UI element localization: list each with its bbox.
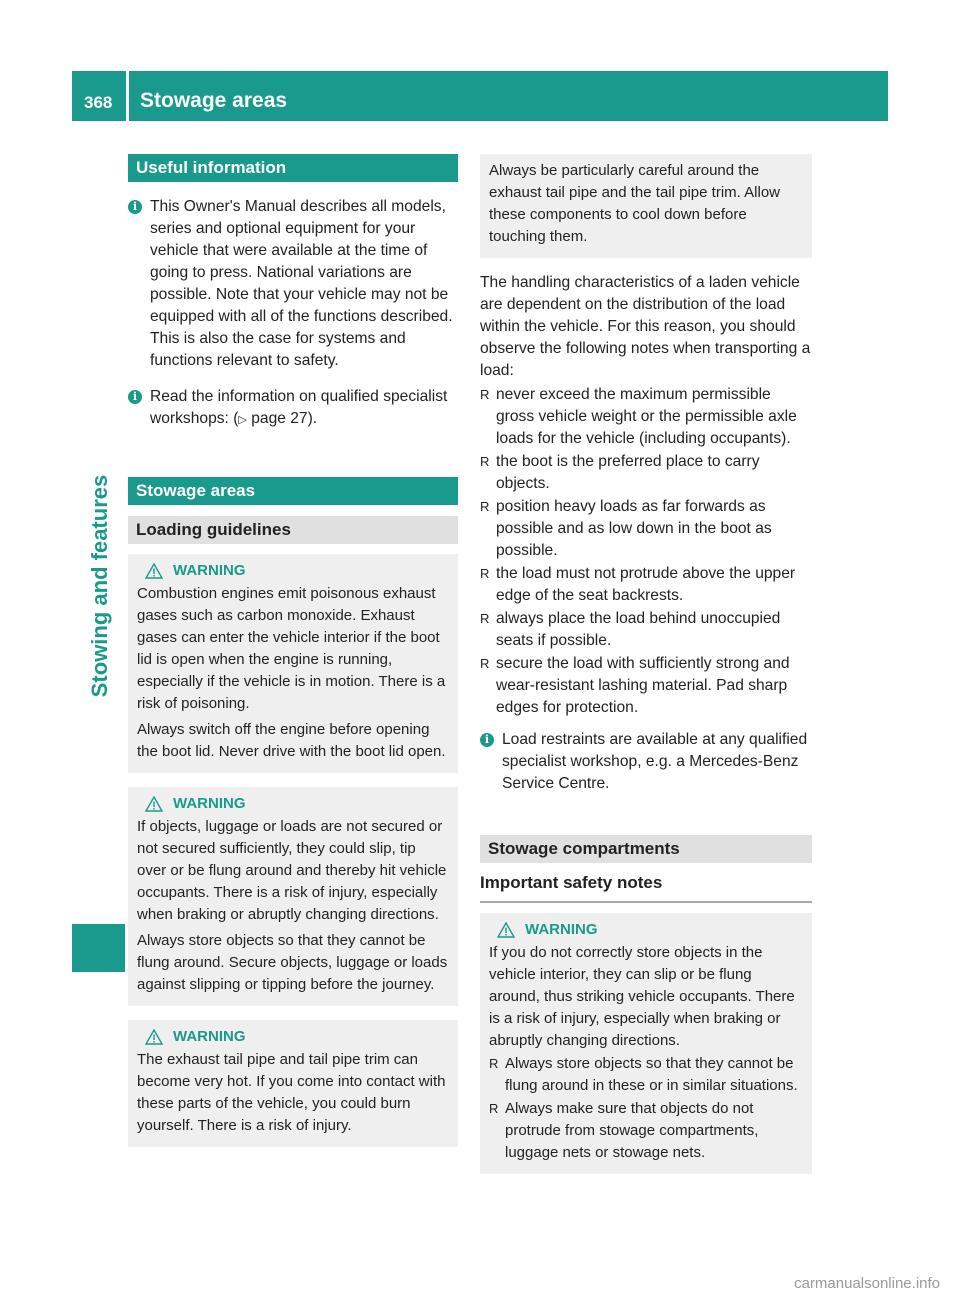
header-divider bbox=[126, 71, 129, 121]
loading-notes-list bbox=[480, 384, 812, 719]
warning-box-unsecured-loads bbox=[128, 787, 458, 1006]
warning-text: The exhaust tail pipe and tail pipe trim can become very hot. If you come into contact with these parts of the vehicle, you could burn yourself. There is a risk of injury. bbox=[137, 1051, 446, 1134]
page-reference-link[interactable]: page 27). bbox=[251, 410, 318, 427]
info-text: Load restraints are available at any qualified specialist workshop, e.g. a Mercedes-Benz Service Centre. bbox=[502, 731, 808, 792]
list-item: R position heavy loads as far forwards as possible and as low down in the boot as possible. bbox=[480, 498, 772, 559]
warning-header bbox=[497, 921, 803, 938]
info-note-load-restraints bbox=[480, 729, 812, 795]
bullet-r-icon: R bbox=[480, 499, 490, 514]
warning-text: Always store objects so that they cannot be flung around. Secure objects, luggage or loads against slipping or tipping before the journey. bbox=[137, 932, 448, 993]
info-icon: i bbox=[128, 200, 142, 214]
right-column bbox=[480, 154, 812, 1174]
info-text bbox=[150, 386, 458, 431]
list-item: R the boot is the preferred place to carry objects. bbox=[480, 453, 760, 492]
list-item: R the load must not protrude above the upper edge of the seat backrests. bbox=[480, 565, 796, 604]
bullet-r-icon: R bbox=[489, 1056, 499, 1071]
warning-label: WARNING bbox=[173, 562, 246, 579]
warning-header bbox=[145, 795, 449, 812]
left-column bbox=[128, 154, 458, 1147]
list-item: R Always make sure that objects do not protrude from stowage compartments, luggage nets or stowage nets. bbox=[489, 1100, 759, 1161]
warning-text: Always switch off the engine before opening the boot lid. Never drive with the boot lid open. bbox=[137, 721, 446, 760]
warning-header bbox=[145, 562, 449, 579]
list-item: R always place the load behind unoccupied seats if possible. bbox=[480, 610, 781, 649]
info-workshops-text: Read the information on qualified specialist workshops: ( bbox=[150, 388, 448, 427]
watermark: carmanualsonline.info bbox=[794, 1275, 940, 1292]
warning-box-continued bbox=[480, 154, 812, 258]
list-item: R Always store objects so that they cannot be flung around in these or in similar situations. bbox=[489, 1055, 798, 1094]
warning-label: WARNING bbox=[173, 1028, 246, 1045]
warning-bullet-list bbox=[489, 1053, 803, 1164]
section-heading-stowage-areas: Stowage areas bbox=[128, 477, 458, 505]
bullet-r-icon: R bbox=[489, 1101, 499, 1116]
side-chapter-marker bbox=[72, 924, 125, 972]
info-note-workshops bbox=[128, 386, 458, 431]
warning-label: WARNING bbox=[525, 921, 598, 938]
list-item: R never exceed the maximum permissible gross vehicle weight or the permissible axle loads for the vehicle (including occupants). bbox=[480, 386, 797, 447]
heading-important-safety-notes: Important safety notes bbox=[480, 869, 812, 903]
bullet-r-icon: R bbox=[480, 387, 490, 402]
handling-intro-text: The handling characteristics of a laden vehicle are dependent on the distribution of the load within the vehicle. For this reason, you should observe the following notes when transporting a load: bbox=[480, 274, 811, 379]
warning-triangle-icon bbox=[145, 1029, 163, 1045]
warning-text: Combustion engines emit poisonous exhaust gases such as carbon monoxide. Exhaust gases can enter the vehicle interior if the boot lid is open when the engine is running, especially if the vehicle is in motion. There is a risk of poisoning. bbox=[137, 585, 446, 712]
warning-box-stowage-objects bbox=[480, 913, 812, 1174]
warning-text: Always be particularly careful around the exhaust tail pipe and the tail pipe trim. Allow these components to cool down before touching them. bbox=[489, 162, 780, 245]
page-title: Stowage areas bbox=[140, 89, 288, 112]
info-icon: i bbox=[480, 733, 494, 747]
page-ref-arrow-icon: ▷ bbox=[238, 414, 247, 426]
bullet-r-icon: R bbox=[480, 454, 490, 469]
bullet-r-icon: R bbox=[480, 656, 490, 671]
warning-text: If you do not correctly store objects in the vehicle interior, they can slip or be flung around, thus striking vehicle occupants. There is a risk of injury, especially when braking or abruptly changing directions. bbox=[489, 944, 795, 1049]
info-note-owners-manual bbox=[128, 196, 458, 372]
info-text: This Owner's Manual describes all models, series and optional equipment for your vehicle that were available at the time of going to press. National variations are possible. Note that your vehicle may not be equipped with all of the functions described. This is also the case for systems and functions relevant to safety. bbox=[150, 198, 453, 369]
subsection-heading-loading-guidelines: Loading guidelines bbox=[128, 516, 458, 544]
warning-header bbox=[145, 1028, 449, 1045]
bullet-r-icon: R bbox=[480, 566, 490, 581]
section-heading-useful-information: Useful information bbox=[128, 154, 458, 182]
subsection-heading-stowage-compartments: Stowage compartments bbox=[480, 835, 812, 863]
warning-triangle-icon bbox=[497, 922, 515, 938]
warning-box-exhaust-gases bbox=[128, 554, 458, 773]
page-number: 368 bbox=[84, 93, 113, 112]
warning-label: WARNING bbox=[173, 795, 246, 812]
side-chapter-tab: Stowing and features bbox=[87, 474, 112, 698]
info-icon: i bbox=[128, 390, 142, 404]
bullet-r-icon: R bbox=[480, 611, 490, 626]
warning-box-hot-exhaust bbox=[128, 1020, 458, 1147]
warning-text: If objects, luggage or loads are not secured or not secured sufficiently, they could slip, tip over or be flung around and thereby hit vehicle occupants. There is a risk of injury, especially when braking or abruptly changing directions. bbox=[137, 818, 447, 923]
warning-triangle-icon bbox=[145, 796, 163, 812]
list-item: R secure the load with sufficiently strong and wear-resistant lashing material. Pad sharp edges for protection. bbox=[480, 655, 790, 716]
warning-triangle-icon bbox=[145, 563, 163, 579]
